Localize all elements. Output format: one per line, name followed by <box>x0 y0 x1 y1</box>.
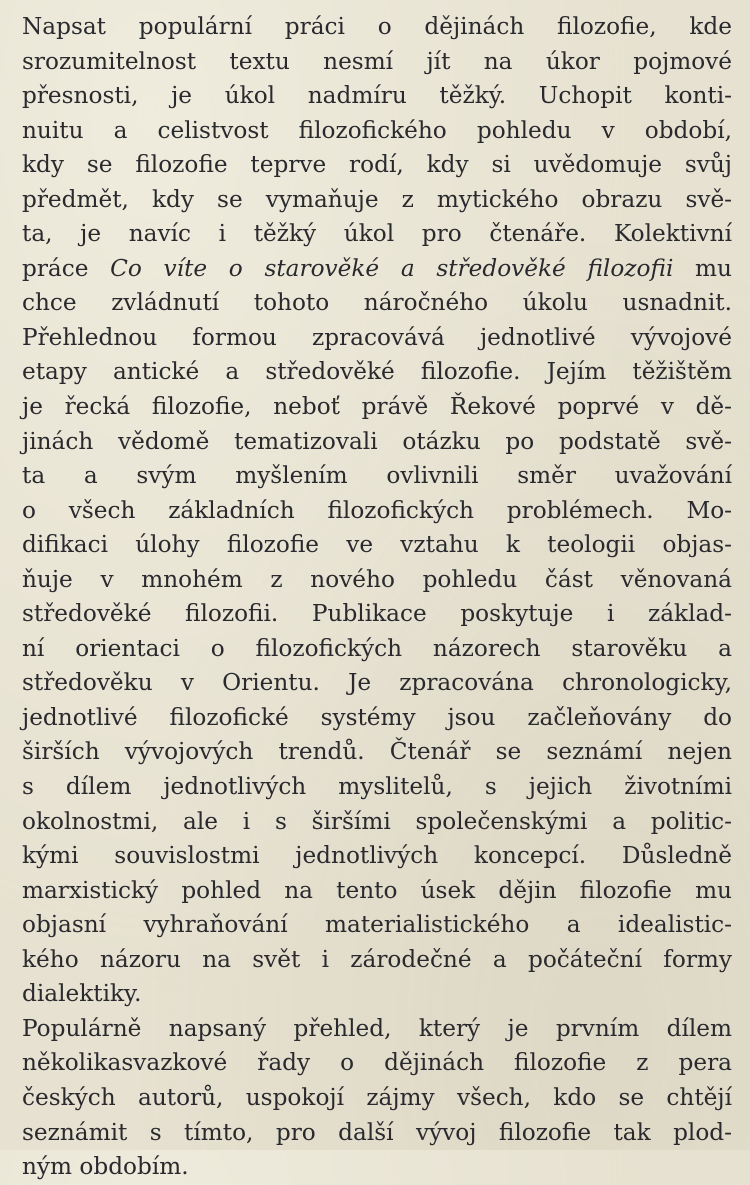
text-line <box>22 252 732 287</box>
paragraph <box>22 1012 732 1185</box>
text-line: nuitu a celistvost filozofického pohledu v období, <box>22 116 732 144</box>
text-line: chce zvládnutí tohoto náročného úkolu usnadnit. <box>22 289 732 317</box>
text-line: srozumitelnost textu nesmí jít na úkor pojmové <box>22 47 732 75</box>
text-line: středověké filozofii. Publikace poskytuje i základ- <box>22 600 732 628</box>
text-line: seznámit s tímto, pro další vývoj filozofie tak plod- <box>22 1118 732 1146</box>
text-line: okolnostmi, ale i s širšími společenskými a politic- <box>22 807 732 835</box>
text-line: je řecká filozofie, neboť právě Řekové poprvé v dě- <box>22 393 732 421</box>
text-line: kdy se filozofie teprve rodí, kdy si uvědomuje svůj <box>22 151 732 179</box>
text-line: objasní vyhraňování materialistického a idealistic- <box>22 911 732 939</box>
text-line: etapy antické a středověké filozofie. Jejím těžištěm <box>22 358 732 386</box>
body-text <box>22 10 732 1185</box>
book-title: Co víte o starověké a středověké filozofii <box>110 254 674 282</box>
text-segment: práce <box>22 254 111 282</box>
text-line: kými souvislostmi jednotlivých koncepcí. Důsledně <box>22 842 732 870</box>
text-line: s dílem jednotlivých myslitelů, s jejich životními <box>22 773 732 801</box>
text-line: širších vývojových trendů. Čtenář se seznámí nejen <box>22 738 732 766</box>
text-line: Napsat populární práci o dějinách filozofie, kde <box>22 13 732 40</box>
paragraph <box>22 10 732 1012</box>
text-line: o všech základních filozofických problémech. Mo- <box>22 496 732 524</box>
text-line: dialektiky. <box>22 980 142 1008</box>
text-line: jednotlivé filozofické systémy jsou začleňovány do <box>22 703 732 731</box>
text-line: kého názoru na svět i zárodečné a počáteční formy <box>22 945 732 973</box>
text-line: jinách vědomě tematizovali otázku po podstatě svě- <box>22 427 732 455</box>
text-line: ní orientaci o filozofických názorech starověku a <box>22 634 732 662</box>
text-line: ným obdobím. <box>22 1153 189 1181</box>
text-line: českých autorů, uspokojí zájmy všech, kdo se chtějí <box>22 1083 732 1111</box>
text-line: Populárně napsaný přehled, který je prvním dílem <box>22 1014 732 1042</box>
text-line: středověku v Orientu. Je zpracována chronologicky, <box>22 669 732 697</box>
text-line: předmět, kdy se vymaňuje z mytického obrazu svě- <box>22 185 732 213</box>
text-line: Přehlednou formou zpracovává jednotlivé vývojové <box>22 323 732 351</box>
text-line: několikasvazkové řady o dějinách filozofie z pera <box>22 1049 732 1077</box>
text-line: ta, je navíc i těžký úkol pro čtenáře. Kolektivní <box>22 220 732 248</box>
text-line: ňuje v mnohém z nového pohledu část věnovaná <box>22 565 732 593</box>
text-line: marxistický pohled na tento úsek dějin filozofie mu <box>22 876 732 904</box>
text-line: ta a svým myšlením ovlivnili směr uvažování <box>22 462 732 490</box>
text-line: přesnosti, je úkol nadmíru těžký. Uchopit konti- <box>22 82 732 110</box>
text-segment: mu <box>673 254 732 282</box>
text-line: difikaci úlohy filozofie ve vztahu k teologii objas- <box>22 531 732 559</box>
